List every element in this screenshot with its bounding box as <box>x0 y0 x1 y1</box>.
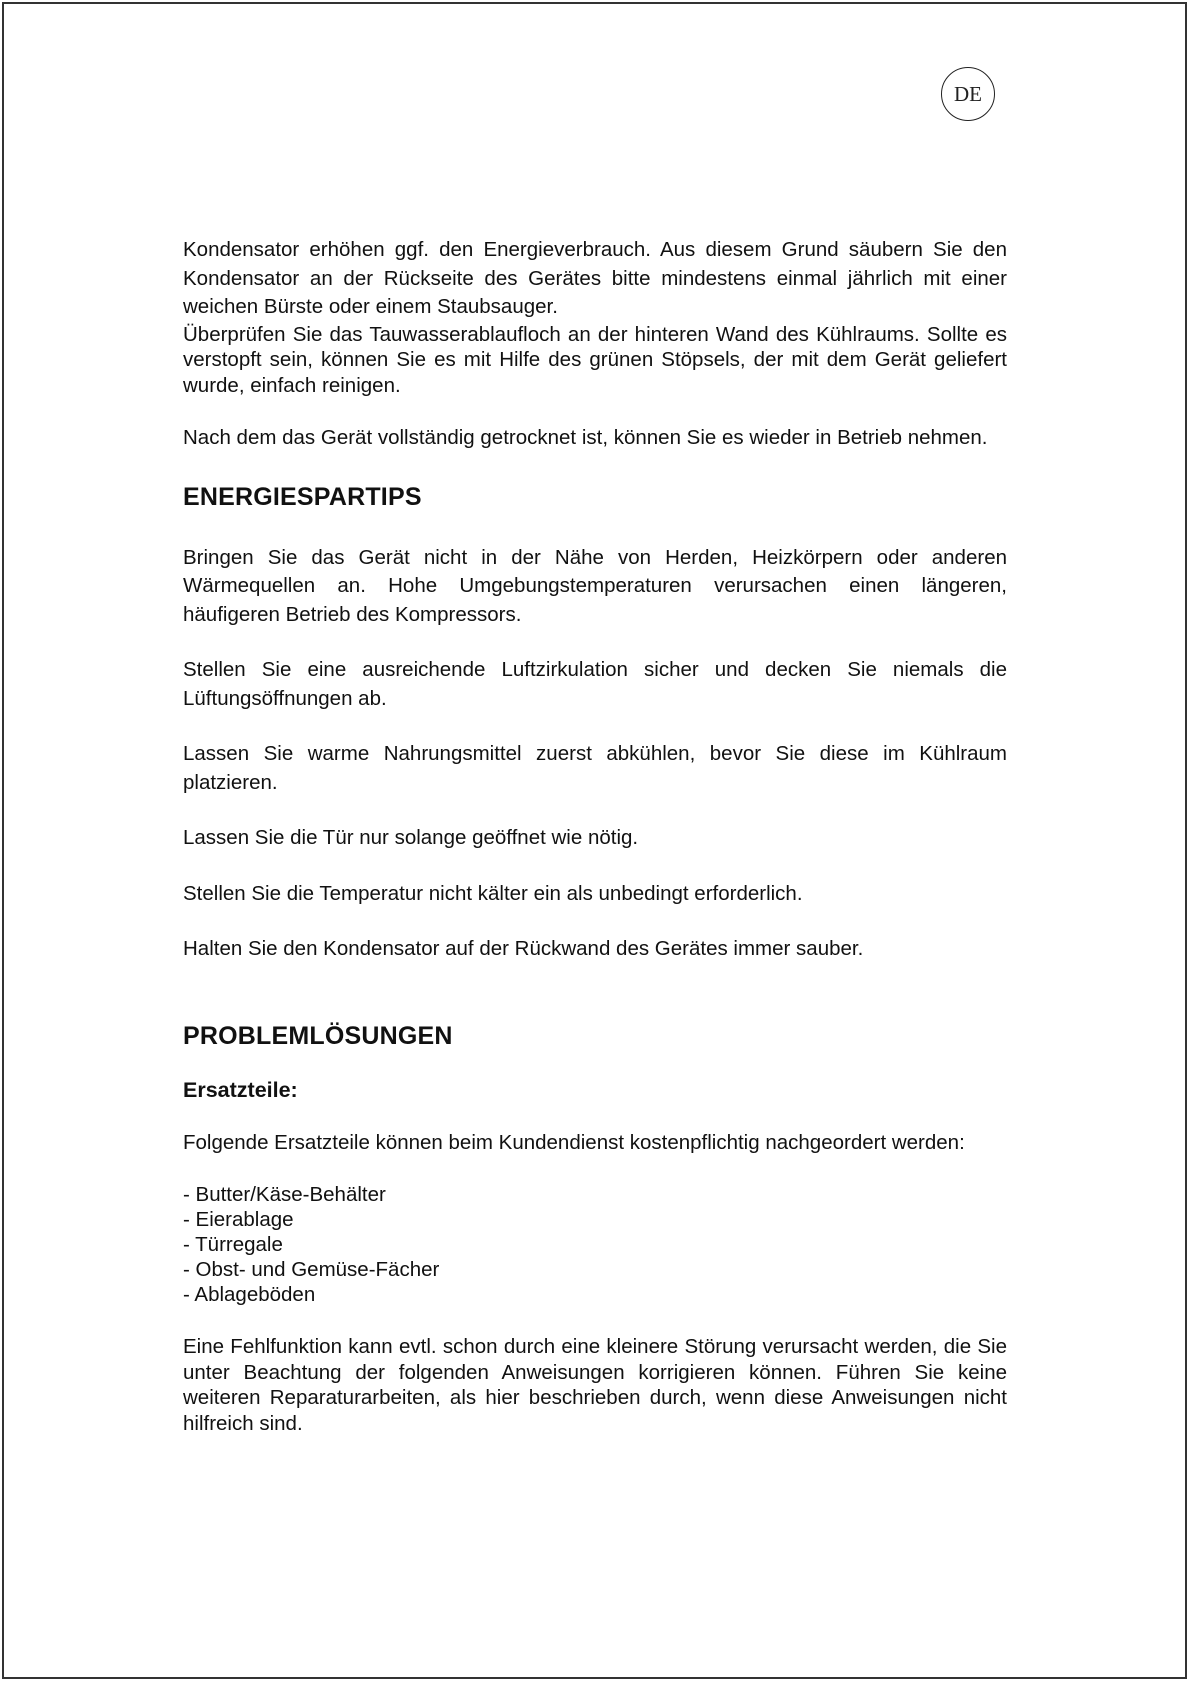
language-badge: DE <box>941 67 995 121</box>
list-item: - Türregale <box>183 1233 283 1256</box>
list-item: - Ablageböden <box>183 1283 316 1306</box>
energy-heading: ENERGIESPARTIPS <box>183 482 422 511</box>
intro-paragraph-1: Kondensator erhöhen ggf. den Energieverbrauch. Aus diesem Grund säubern Sie den Kondensator an der Rückseite des Gerätes bitte mindestens einmal jährlich mit einer weichen Bürste oder einem Staubsauger. <box>183 238 1007 318</box>
energy-tip-3: Lassen Sie warme Nahrungsmittel zuerst abkühlen, bevor Sie diese im Kühlraum platzieren. <box>183 742 1007 794</box>
energy-tip-1: Bringen Sie das Gerät nicht in der Nähe von Herden, Heizkörpern oder anderen Wärmequellen an. Hohe Umgebungstemperaturen verursachen einen längeren, häufigeren Betrieb des Kompressors. <box>183 545 1007 626</box>
malfunction-paragraph: Eine Fehlfunktion kann evtl. schon durch eine kleinere Störung verursacht werden, die Sie unter Beachtung der folgenden Anweisungen korrigieren können. Führen Sie keine weiteren Reparaturarbeiten, als hier beschrieben durch, wenn diese Anweisungen nicht hilfreich sind. <box>183 1335 1007 1435</box>
energy-tip-5: Stellen Sie die Temperatur nicht kälter ein als unbedingt erforderlich. <box>183 881 803 905</box>
list-item: - Eierablage <box>183 1208 294 1231</box>
list-item: - Obst- und Gemüse-Fächer <box>183 1258 440 1281</box>
intro-paragraph-3: Nach dem das Gerät vollständig getrocknet ist, können Sie es wieder in Betrieb nehmen. <box>183 426 988 449</box>
spare-parts-intro: Folgende Ersatzteile können beim Kundendienst kostenpflichtig nachgeordert werden: <box>183 1130 965 1154</box>
spare-parts-subheading: Ersatzteile: <box>183 1077 298 1102</box>
intro-paragraph-2: Überprüfen Sie das Tauwasserablaufloch an der hinteren Wand des Kühlraums. Sollte es verstopft sein, können Sie es mit Hilfe des grünen Stöpsels, der mit dem Gerät geliefert wurde, einfach reinigen. <box>183 322 1007 397</box>
spare-parts-list <box>183 1182 1007 1307</box>
document-body <box>183 236 1007 1436</box>
energy-tip-4: Lassen Sie die Tür nur solange geöffnet wie nötig. <box>183 826 639 849</box>
energy-tip-2: Stellen Sie eine ausreichende Luftzirkulation sicher und decken Sie niemals die Lüftungsöffnungen ab. <box>183 658 1007 710</box>
energy-tip-6: Halten Sie den Kondensator auf der Rückwand des Gerätes immer sauber. <box>183 937 864 960</box>
list-item: - Butter/Käse-Behälter <box>183 1183 386 1206</box>
problems-heading: PROBLEMLÖSUNGEN <box>183 1021 453 1050</box>
